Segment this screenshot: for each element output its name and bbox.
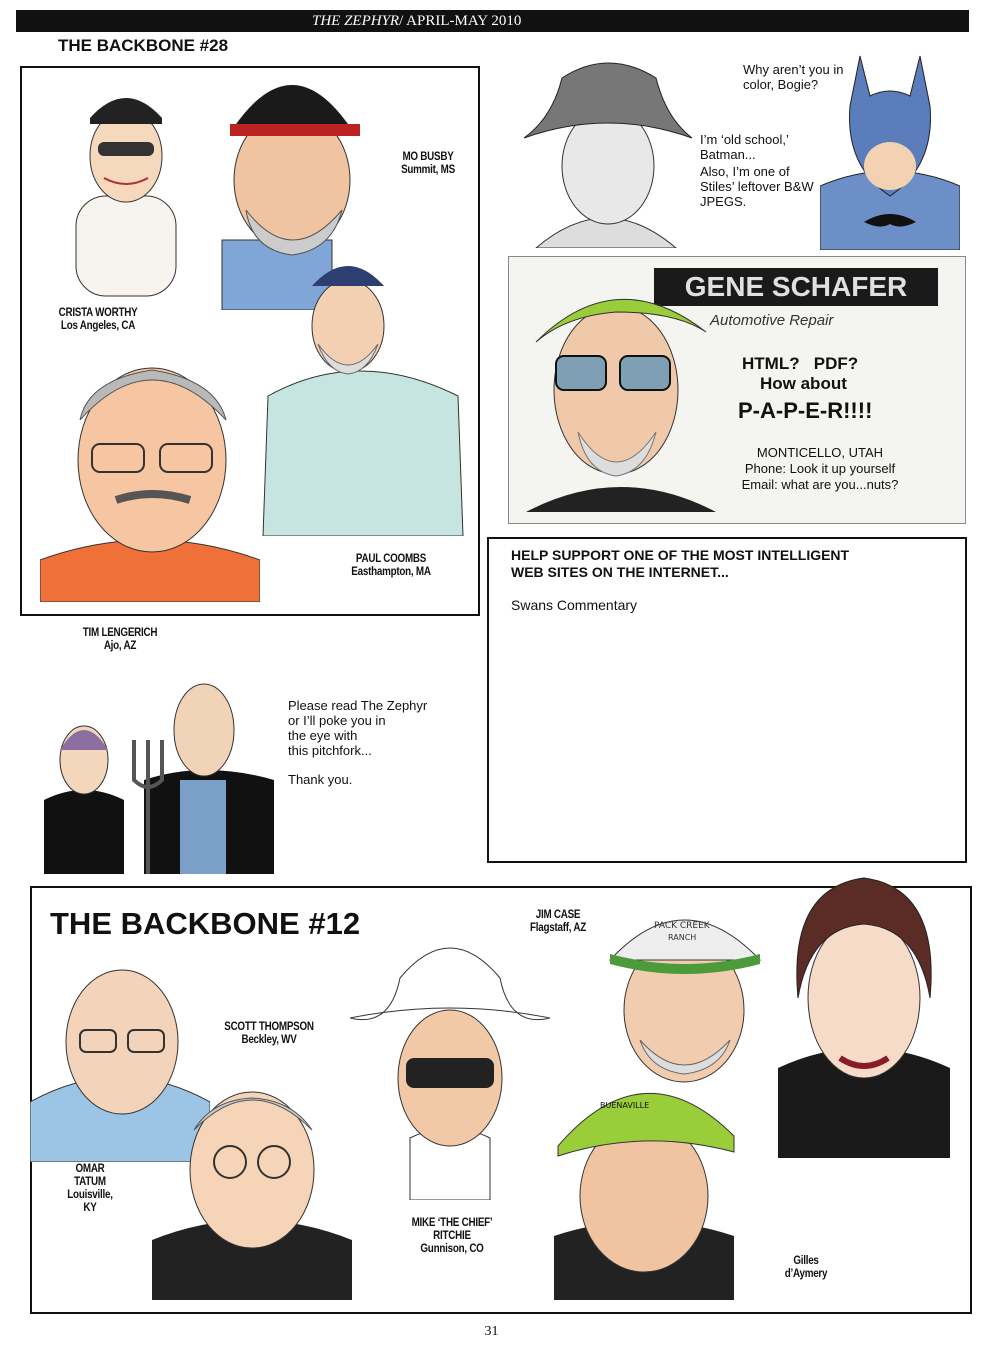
gilles-daymery-caption: Gilles d’Aymery: [784, 1253, 828, 1280]
batman-portrait: [820, 46, 960, 250]
publication-name: THE ZEPHYR: [312, 13, 400, 29]
scott-thompson-caption: SCOTT THOMPSON Beckley, WV: [224, 1019, 314, 1046]
card-location: MONTICELLO, UTAH: [756, 445, 884, 460]
card-subtitle: Automotive Repair: [710, 312, 834, 329]
scott-thompson-portrait: [152, 1060, 352, 1300]
batman-speech: Why aren’t you in color, Bogie?: [743, 62, 844, 92]
tim-lengerich-portrait: [40, 340, 260, 602]
omar-tatum-caption: OMAR TATUM Louisville, KY: [67, 1161, 113, 1214]
bogie-portrait: [516, 48, 696, 248]
american-gothic-portrait: [44, 670, 278, 874]
mike-ritchie-caption: MIKE ‘THE CHIEF’ RITCHIE Gunnison, CO: [411, 1215, 493, 1255]
backbone12-title: THE BACKBONE #12: [50, 906, 361, 941]
support-link[interactable]: Swans Commentary: [511, 597, 638, 613]
card-how-about: How about: [760, 374, 847, 393]
hat-text-bville: BUENAVILLE: [600, 1101, 650, 1110]
page-number: 31: [484, 1324, 499, 1339]
backbone28-title: THE BACKBONE #28: [58, 36, 229, 55]
card-email: Email: what are you...nuts?: [741, 477, 899, 492]
tim-lengerich-caption: TIM LENGERICH Ajo, AZ: [82, 625, 158, 652]
hat-text-pack: PACK CREEK: [654, 921, 710, 931]
header-bar: [16, 10, 969, 32]
paul-coombs-portrait: [258, 246, 468, 536]
issue-date: / APRIL-MAY 2010: [399, 13, 522, 29]
mike-ritchie-portrait: [350, 918, 550, 1200]
green-cap-portrait: [544, 1056, 744, 1300]
support-heading: HELP SUPPORT ONE OF THE MOST INTELLIGENT WEB SITES ON THE INTERNET...: [511, 547, 850, 580]
paul-coombs-caption: PAUL COOMBS Easthampton, MA: [351, 551, 431, 578]
card-paper: P-A-P-E-R!!!!: [738, 398, 873, 423]
gothic-speech: Please read The Zephyr or I’ll poke you in the eye with this pitchfork... Thank you.: [288, 698, 428, 787]
support-box: [487, 537, 967, 863]
jim-case-caption: JIM CASE Flagstaff, AZ: [529, 907, 587, 934]
bogie-speech-2: Also, I’m one of Stiles’ leftover B&W JPEGS.: [700, 164, 814, 209]
card-name: GENE SCHAFER: [654, 268, 938, 306]
card-phone: Phone: Look it up yourself: [744, 461, 896, 476]
card-contact: [730, 445, 910, 493]
crista-worthy-caption: CRISTA WORTHY Los Angeles, CA: [58, 305, 138, 332]
mo-busby-caption: MO BUSBY Summit, MS: [401, 149, 455, 176]
card-question: HTML? PDF?: [742, 354, 859, 373]
gene-schafer-portrait: [516, 272, 726, 512]
gilles-daymery-portrait: [778, 868, 950, 1158]
bogie-speech-1: I’m ‘old school,’ Batman...: [700, 132, 789, 162]
crista-worthy-portrait: [34, 78, 214, 298]
hat-text-ranch: RANCH: [668, 933, 697, 942]
